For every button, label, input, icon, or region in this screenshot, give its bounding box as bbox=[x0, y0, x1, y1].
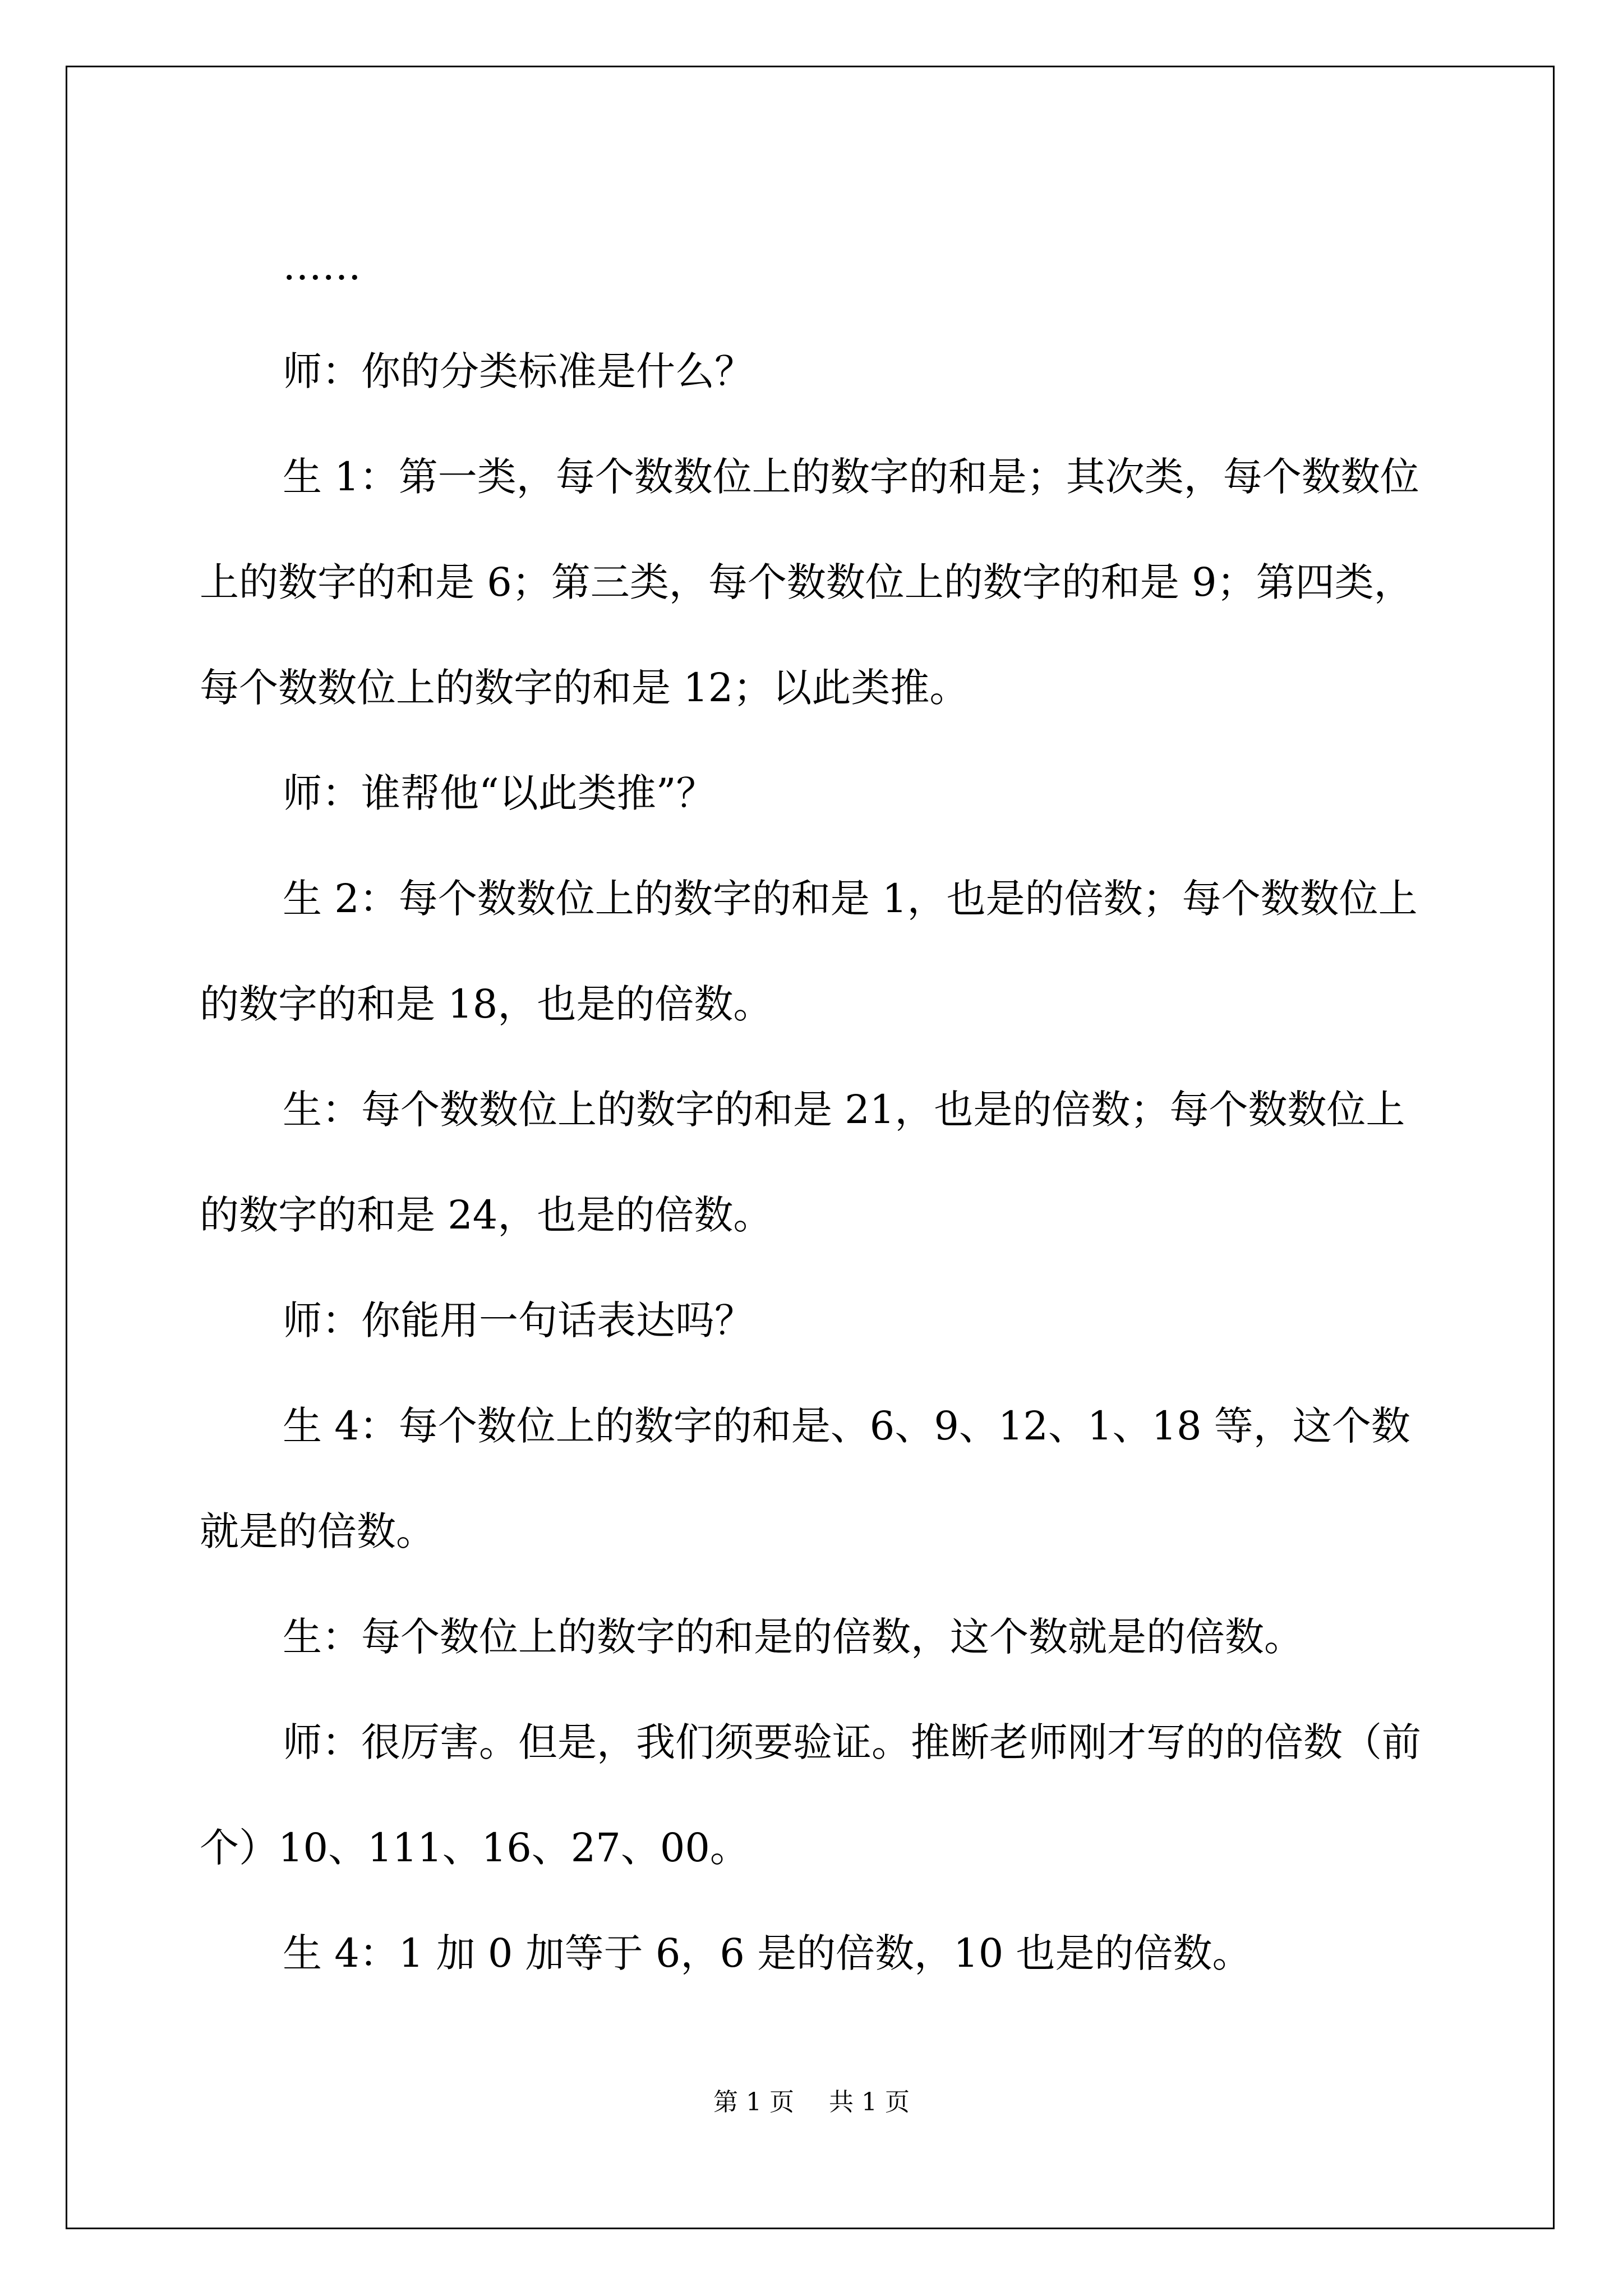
paragraph: 生 4：1 加 0 加等于 6，6 是的倍数，10 也是的倍数。 bbox=[283, 1930, 1252, 1976]
paragraph: 师：很厉害。但是，我们须要验证。推断老师刚才写的的倍数（前个）10、111、16、27、00。 bbox=[200, 1719, 1421, 1871]
paragraph: 生 1：第一类，每个数数位上的数字的和是；其次类，每个数数位上的数字的和是 6；第三类，每个数数位上的数字的和是 9；第四类，每个数数位上的数字的和是 12；以此类推。 bbox=[200, 454, 1419, 711]
paragraph: 生：每个数数位上的数字的和是 21，也是的倍数；每个数数位上的数字的和是 24，也是的倍数。 bbox=[200, 1087, 1405, 1238]
page-number: 第 1 页 bbox=[713, 2088, 794, 2116]
paragraph: …… bbox=[283, 243, 361, 289]
paragraph: 师：谁帮他“以此类推”？ bbox=[283, 770, 716, 816]
paragraph: 生 4：每个数位上的数字的和是、6、9、12、1、18 等，这个数就是的倍数。 bbox=[200, 1403, 1410, 1554]
paragraph: 师：你能用一句话表达吗？ bbox=[283, 1297, 754, 1343]
paragraph: 生：每个数位上的数字的和是的倍数，这个数就是的倍数。 bbox=[283, 1614, 1303, 1660]
document-body bbox=[200, 213, 1428, 2006]
paragraph: 师：你的分类标准是什么？ bbox=[283, 348, 754, 394]
page-total: 共 1 页 bbox=[829, 2088, 910, 2116]
page-footer bbox=[0, 2086, 1623, 2119]
paragraph: 生 2：每个数数位上的数字的和是 1，也是的倍数；每个数数位上的数字的和是 18，也是的倍数。 bbox=[200, 876, 1418, 1027]
